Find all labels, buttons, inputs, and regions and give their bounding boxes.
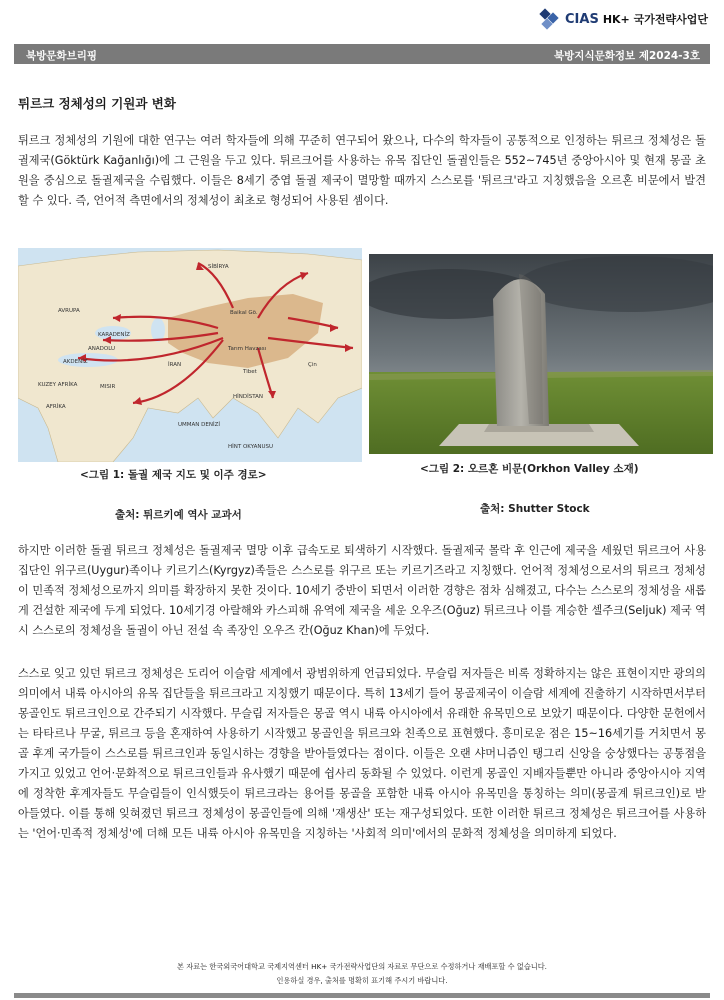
figure-1-map (18, 248, 362, 462)
orkhon-inscription-photo (369, 254, 713, 454)
footer-notice-line-2: 인용하실 경우, 출처를 명확히 표기해 주시기 바랍니다. (276, 976, 448, 985)
logo-title: HK+ 국가전략사업단 (602, 13, 708, 26)
map-label: SİBİRYA (208, 264, 229, 270)
map-label: AFRİKA (46, 404, 66, 410)
map-label: Tibet (243, 369, 257, 375)
logo-name: CIAS (565, 11, 599, 27)
map-label: İRAN (168, 362, 182, 368)
figure-1-source: 출처: 튀르키예 역사 교과서 (115, 509, 242, 521)
paragraph-2: 하지만 이러한 돌궐 튀르크 정체성은 돌궐제국 멸망 이후 급속도로 퇴색하기 시작했다. 돌궐제국 몰락 후 인근에 제국을 세웠던 튀르크어 사용 집단인 위구르(Uygur)족이나 키르기스(Kyrgyz)족들은 스스로를 위구르 또는 키르기즈라고 지칭했다. 언어적 정체성으로서의 튀르크 정체성이 민족적 정체성으로까지 의미를 확장하지 못한 것이다. 10세기 중반이 되면서 이러한 경향은 점차 심해졌고, 다수는 스스로의 정체성을 새롭게 건설한 제국에 두게 되었다. 10세기경 아랄해와 카스피해 유역에 제국을 세운 오우즈(Oğuz) 튀르크나 이를 계승한 셀주크(Seljuk) 제국 역시 스스로의 정체성을 돌궐이 아닌 전설 속 족장인 오우즈 칸(Oğuz Khan)에 두었다. (18, 544, 706, 637)
map-label: MISIR (100, 384, 116, 390)
cias-logo-icon (539, 8, 561, 30)
map-label: Baikal Gö. (230, 310, 258, 316)
migration-map-image (18, 248, 362, 462)
header-banner (14, 44, 710, 64)
map-label: Çin (308, 362, 317, 368)
banner-series-name: 북방문화브리핑 (26, 50, 98, 62)
paragraph-3: 스스로 잊고 있던 튀르크 정체성은 도리어 이슬람 세계에서 광범위하게 언급되었다. 무슬림 저자들은 비록 정확하지는 않은 표현이지만 광의의 의미에서 내륙 아시아의 유목 집단들을 튀르크라고 지칭했기 때문이다. 특히 13세기 들어 몽골제국이 이슬람 세계에 진출하기 시작하면서부터 몽골인도 튀르크인으로 간주되기 시작했다. 무슬림 저자들은 몽골 역시 내륙 아시아에서 유래한 유목민으로 보았기 때문이다. 다양한 문헌에서는 타타르나 무굴, 튀르크 등을 혼재하여 사용하기 시작했고 몽골인을 튀르크와 친족으로 표현했다. 흥미로운 점은 15~16세기를 거치면서 몽골 후계 국가들이 스스로를 튀르크인과 동일시하는 경향을 받아들였다는 점이다. 이들은 오랜 샤머니즘인 탱그리 신앙을 숭상했다는 공통점을 가지고 있었고 언어·문화적으로 튀르크인들과 유사했기 때문에 쉽사리 동화될 수 있었다. 이런게 몽골인 지배자들뿐만 아니라 중앙아시아 지역에 정착한 후계자들도 무슬림들이 인식했듯이 튀르크라는 용어를 몽골을 포함한 내륙 아시아 유목민을 통칭하는 의미(몽골계 튀르크인)로 받아들였다. 이를 통해 잊혀졌던 튀르크 정체성이 몽골인들에 의해 '재생산' 또는 재구성되었다. 또한 이러한 튀르크 정체성은 튀르크어를 사용하는 '언어·민족적 정체성'에 더해 모든 내륙 아시아 유목민을 지칭하는 '사회적 의미'에서의 문화적 정체성을 의미하게 되었다. (18, 667, 706, 840)
map-label: UMMAN DENİZİ (178, 422, 220, 428)
figure-2-source: 출처: Shutter Stock (480, 503, 590, 515)
map-label: KARADENİZ (98, 332, 130, 338)
figure-1-caption: <그림 1: 돌궐 제국 지도 및 이주 경로> (80, 469, 267, 481)
cias-logo (539, 8, 708, 30)
map-label: Tarım Havzası (228, 346, 267, 352)
map-label: ANADOLU (88, 346, 116, 352)
map-label: AKDENİZ (63, 359, 88, 365)
page-header (0, 0, 724, 42)
bottom-divider (14, 993, 710, 998)
footer-notice-line-1: 본 자료는 한국외국어대학교 국제지역센터 HK+ 국가전략사업단의 자료로 무단으로 수정하거나 재배포할 수 없습니다. (177, 962, 547, 971)
map-label: AVRUPA (58, 308, 80, 314)
figure-2-photo (369, 254, 713, 454)
banner-issue-number: 북방지식문화정보 제2024-3호 (554, 50, 700, 62)
map-label: KUZEY AFRİKA (38, 382, 78, 388)
map-label: HİNDİSTAN (233, 394, 264, 400)
page-title: 튀르크 정체성의 기원과 변화 (18, 96, 176, 111)
figure-2-caption: <그림 2: 오르혼 비문(Orkhon Valley 소재) (420, 463, 639, 475)
paragraph-1: 튀르크 정체성의 기원에 대한 연구는 여러 학자들에 의해 꾸준히 연구되어 왔으나, 다수의 학자들이 공통적으로 인정하는 튀르크 정체성은 돌궐제국(Göktürk Kağanlığı)에 그 근원을 두고 있다. 튀르크어를 사용하는 유목 집단인 돌궐인들은 552~745년 중앙아시아 및 현재 몽골 초원을 중심으로 돌궐제국을 수립했다. 이들은 8세기 중엽 돌궐 제국이 멸망할 때까지 스스로를 '튀르크'라고 지칭했음을 오르혼 비문에서 발견할 수 있다. 즉, 언어적 측면에서의 정체성이 최초로 형성되어 사용된 셈이다. (18, 134, 706, 207)
map-label: HİNT OKYANUSU (228, 444, 274, 450)
